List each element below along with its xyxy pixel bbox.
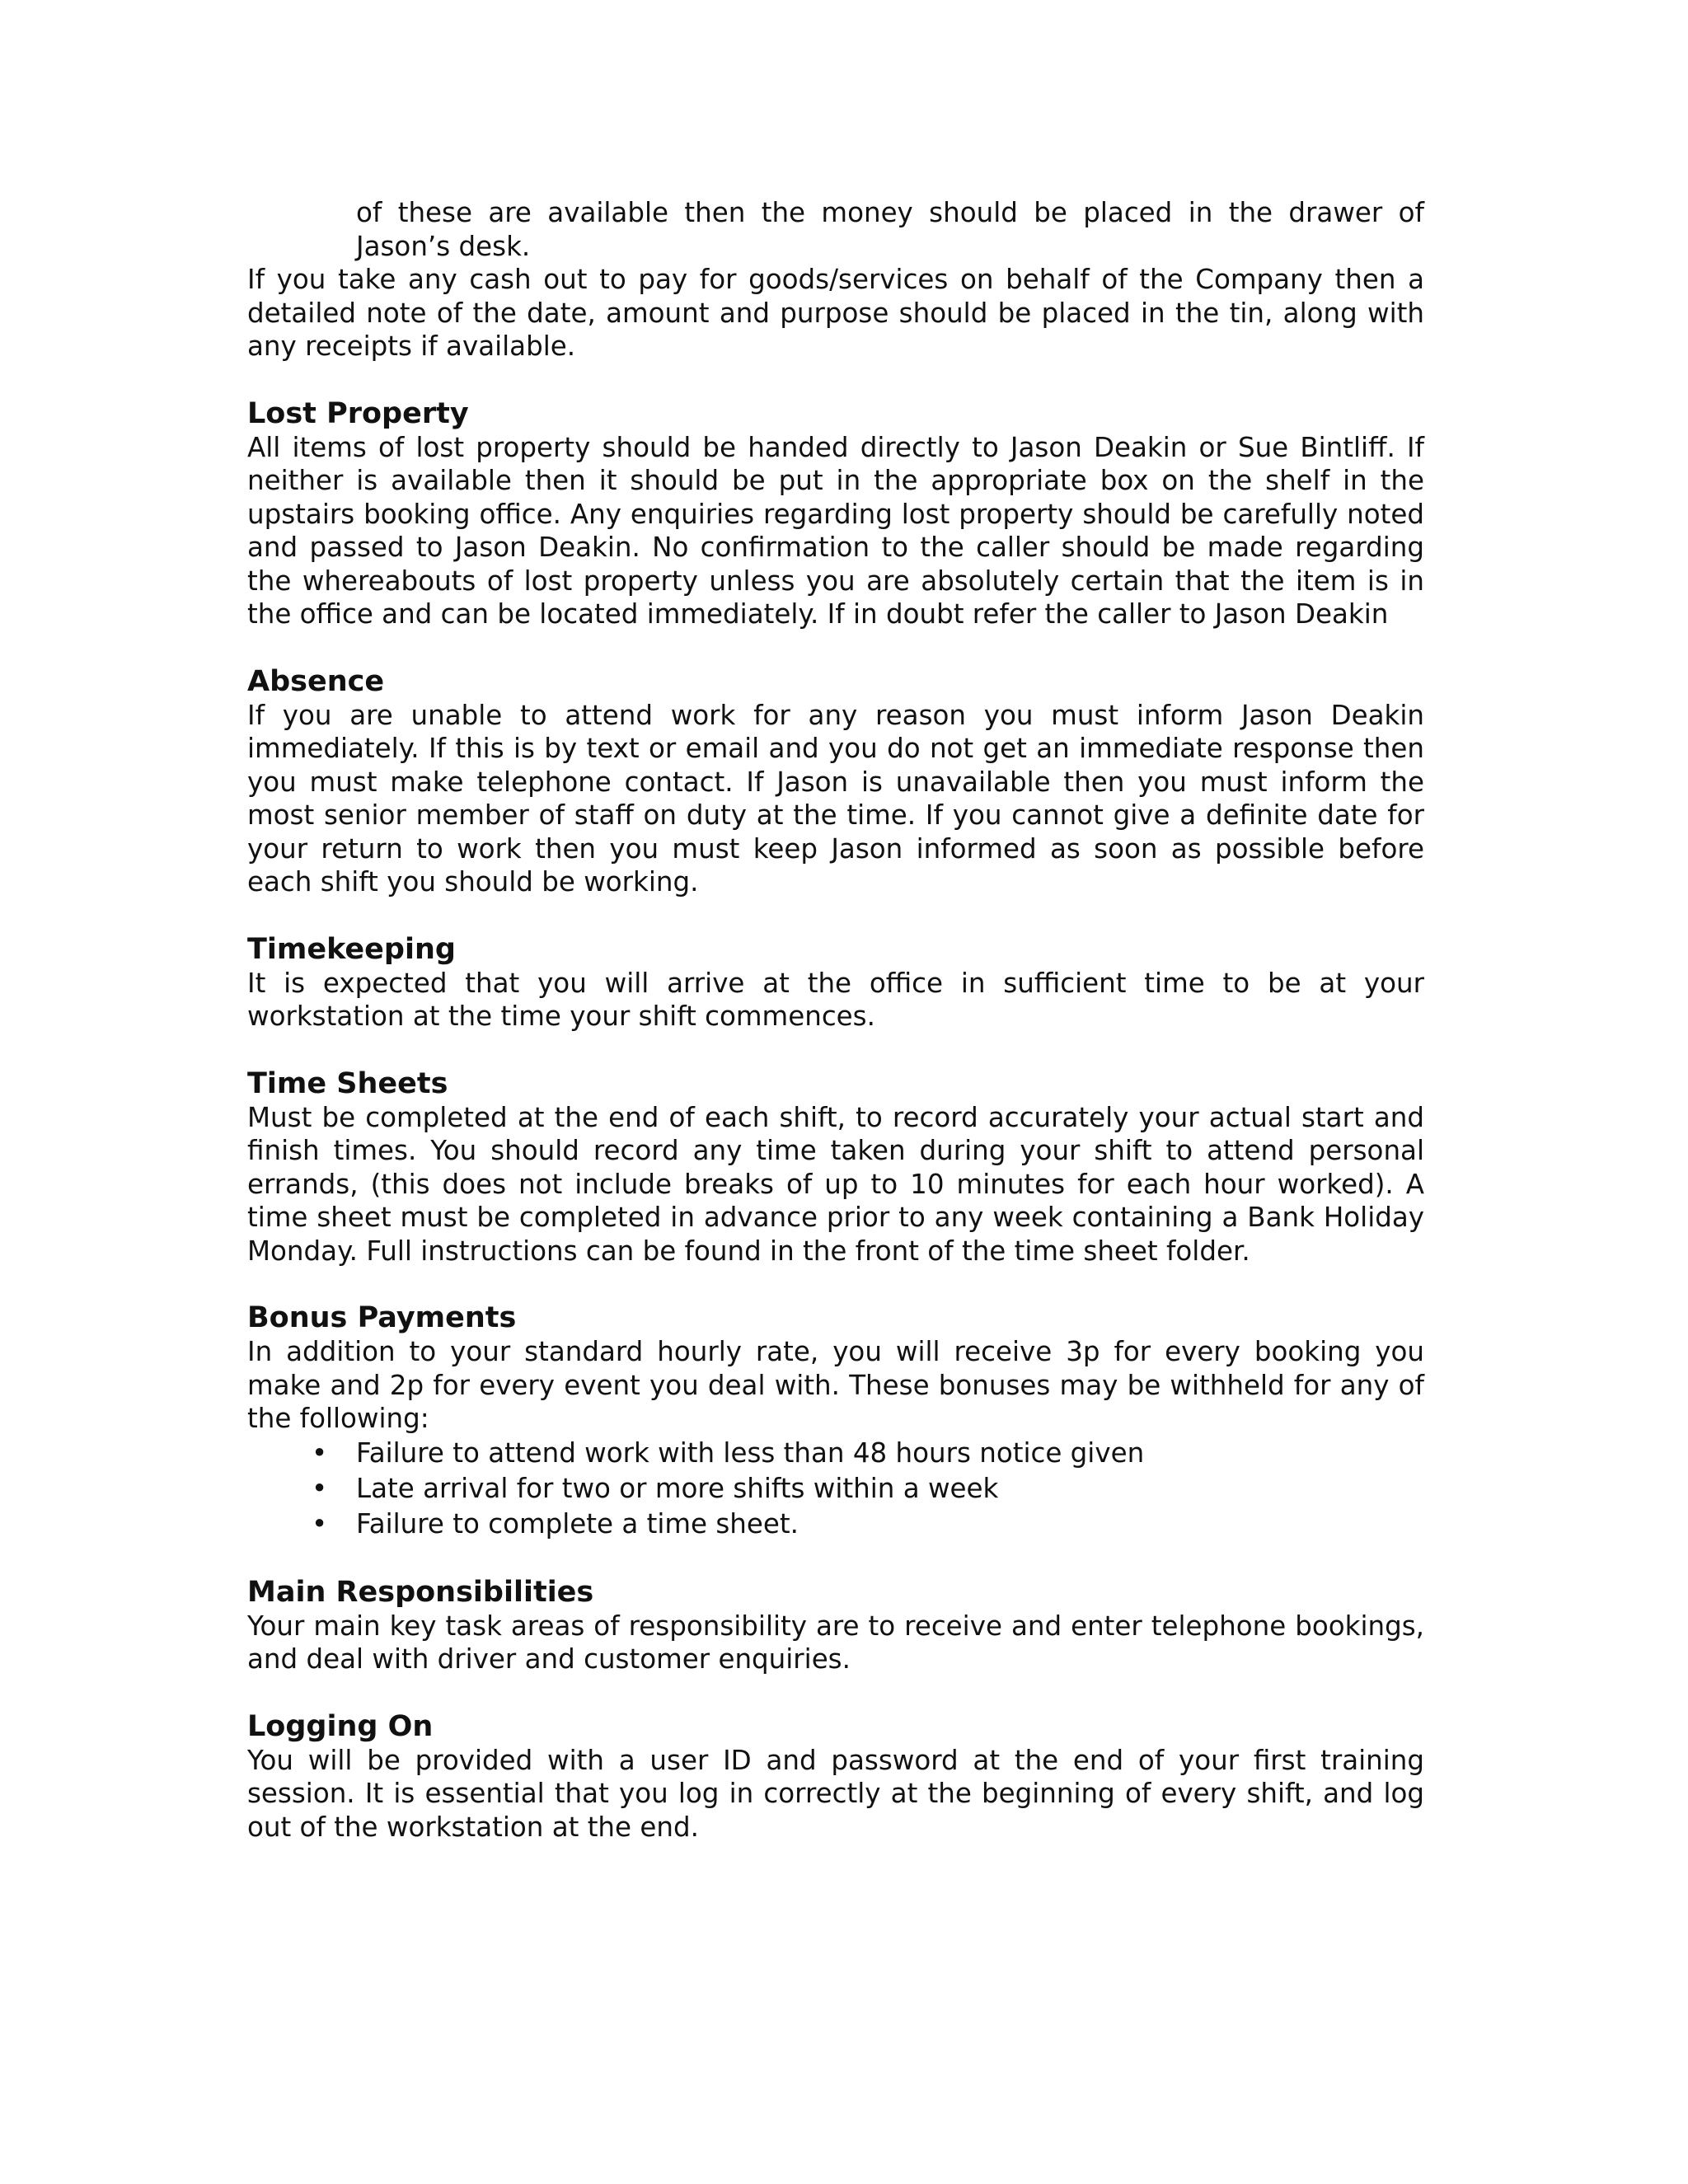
section-heading: Lost Property	[247, 396, 469, 430]
section-body: Your main key task areas of responsibility are to receive and enter telephone bookings, and deal with driver and customer enquiries.	[247, 1610, 1424, 1675]
list-item-text: Failure to attend work with less than 48 hours notice given	[356, 1436, 1145, 1469]
section-heading: Logging On	[247, 1709, 434, 1743]
section-logging-on	[247, 1710, 1424, 1844]
cash-note-paragraph: If you take any cash out to pay for goods/services on behalf of the Company then a detailed note of the date, amount and purpose should be placed in the tin, along with any receipts if available.	[247, 264, 1424, 362]
list-item	[247, 1471, 1424, 1507]
bullet-icon: •	[312, 1436, 328, 1469]
continuation-paragraph: of these are available then the money should be placed in the drawer of Jason’s desk.	[356, 197, 1424, 262]
document-page	[247, 196, 1424, 1844]
section-lost-property	[247, 397, 1424, 631]
section-time-sheets	[247, 1067, 1424, 1268]
list-item-text: Late arrival for two or more shifts within a week	[356, 1472, 999, 1504]
section-body: Must be completed at the end of each shift, to record accurately your actual start and finish times. You should record any time taken during your shift to attend personal errands, (this does not include breaks of up to 10 minutes for each hour worked). A time sheet must be completed in advance prior to any week containing a Bank Holiday Monday. Full instructions can be found in the front of the time sheet folder.	[247, 1101, 1424, 1267]
list-item	[247, 1436, 1424, 1471]
section-heading: Main Responsibilities	[247, 1575, 594, 1609]
list-item-text: Failure to complete a time sheet.	[356, 1507, 799, 1540]
list-item	[247, 1507, 1424, 1542]
section-absence	[247, 665, 1424, 899]
section-timekeeping	[247, 933, 1424, 1033]
section-bonus-payments	[247, 1301, 1424, 1542]
section-heading: Bonus Payments	[247, 1301, 517, 1334]
section-heading: Time Sheets	[247, 1066, 448, 1100]
section-body: If you are unable to attend work for any reason you must inform Jason Deakin immediately. If this is by text or email and you do not get an immediate response then you must make telephone contact. If Jason is unavailable then you must inform the most senior member of staff on duty at the time. If you cannot give a definite date for your return to work then you must keep Jason informed as soon as possible before each shift you should be working.	[247, 699, 1424, 898]
bullet-icon: •	[312, 1472, 328, 1504]
bullet-icon: •	[312, 1507, 328, 1540]
section-heading: Absence	[247, 664, 385, 698]
section-heading: Timekeeping	[247, 932, 456, 966]
section-body: In addition to your standard hourly rate, you will receive 3p for every booking you make and 2p for every event you deal with. These bonuses may be withheld for any of the following:	[247, 1336, 1424, 1434]
section-main-responsibilities	[247, 1576, 1424, 1676]
bonus-withheld-list	[247, 1436, 1424, 1542]
section-body: You will be provided with a user ID and password at the end of your first training session. It is essential that you log in correctly at the beginning of every shift, and log out of the workstation at the end.	[247, 1744, 1424, 1843]
section-body: It is expected that you will arrive at the office in sufficient time to be at your workstation at the time your shift commences.	[247, 967, 1424, 1032]
section-body: All items of lost property should be handed directly to Jason Deakin or Sue Bintliff. If neither is available then it should be put in the appropriate box on the shelf in the upstairs booking office. Any enquiries regarding lost property should be carefully noted and passed to Jason Deakin. No confirmation to the caller should be made regarding the whereabouts of lost property unless you are absolutely certain that the item is in the office and can be located immediately. If in doubt refer the caller to Jason Deakin	[247, 431, 1424, 630]
